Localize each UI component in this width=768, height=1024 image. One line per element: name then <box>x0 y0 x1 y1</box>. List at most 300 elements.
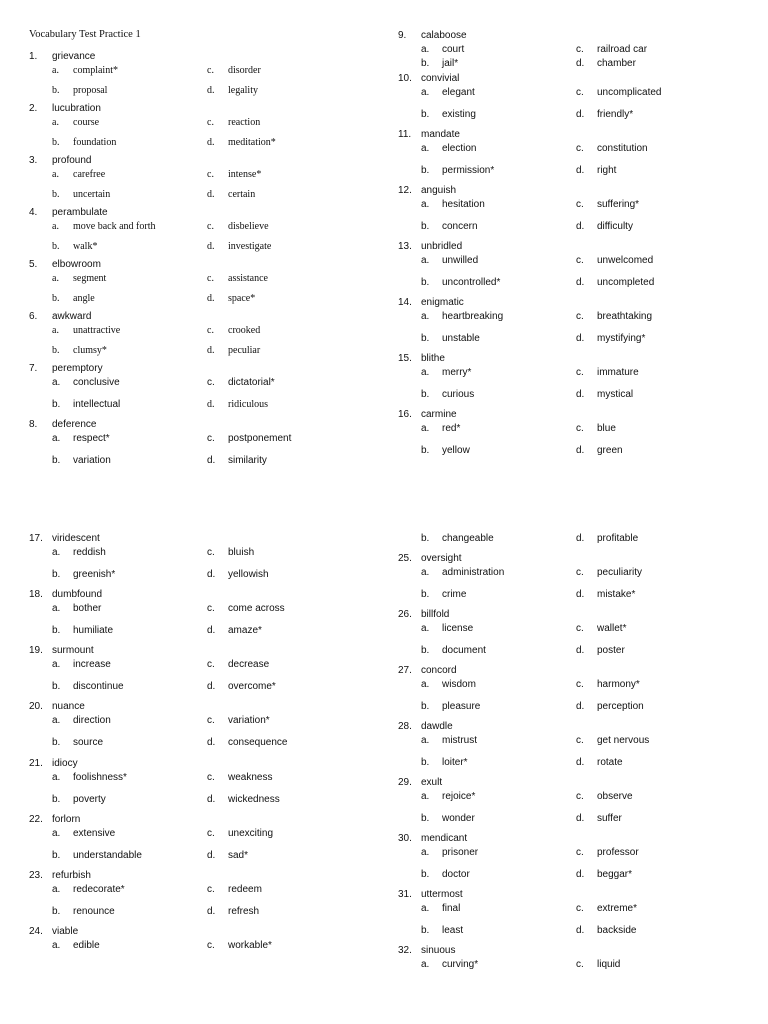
option-text: bother <box>73 603 102 614</box>
question-word: viridescent <box>52 533 100 544</box>
option-text: extensive <box>73 828 116 839</box>
option-text: foolishness* <box>73 772 127 783</box>
option-letter: a. <box>421 199 430 210</box>
question-number: 4. <box>29 207 38 218</box>
option-letter: a. <box>52 603 61 614</box>
option-letter: d. <box>576 277 585 288</box>
option-letter: b. <box>52 850 61 861</box>
option-letter: a. <box>421 87 430 98</box>
option-text: redeem <box>228 884 262 895</box>
option-letter: a. <box>52 659 61 670</box>
option-text: wallet* <box>597 623 627 634</box>
question-number: 1. <box>29 51 38 62</box>
question-number: 21. <box>29 758 43 769</box>
option-letter: c. <box>207 603 215 614</box>
question-word: deference <box>52 419 97 430</box>
option-text: pleasure <box>442 701 481 712</box>
option-text: bluish <box>228 547 255 558</box>
option-letter: b. <box>421 701 430 712</box>
option-text: final <box>442 903 461 914</box>
question-number: 12. <box>398 185 412 196</box>
option-letter: d. <box>207 906 216 917</box>
option-text: space* <box>228 293 256 304</box>
option-text: wisdom <box>442 679 476 690</box>
option-text: administration <box>442 567 505 578</box>
option-letter: b. <box>52 681 61 692</box>
option-letter: a. <box>421 847 430 858</box>
question-number: 13. <box>398 241 412 252</box>
question-word: dumbfound <box>52 589 103 600</box>
option-text: refresh <box>228 906 260 917</box>
option-text: unwilled <box>442 255 479 266</box>
option-letter: c. <box>576 44 584 55</box>
option-text: curving* <box>442 959 479 970</box>
question-number: 20. <box>29 701 43 712</box>
option-text: uncompleted <box>597 277 655 288</box>
question-word: unbridled <box>421 241 463 252</box>
question-number: 6. <box>29 311 38 322</box>
option-text: workable* <box>228 940 272 951</box>
option-text: direction <box>73 715 111 726</box>
option-letter: b. <box>421 333 430 344</box>
option-letter: b. <box>52 399 61 410</box>
option-letter: c. <box>576 623 584 634</box>
option-text: green <box>597 445 623 456</box>
option-letter: b. <box>421 645 430 656</box>
option-letter: d. <box>207 625 216 636</box>
option-letter: d. <box>576 533 585 544</box>
question-word: profound <box>52 155 92 166</box>
option-text: friendly* <box>597 109 634 120</box>
option-text: complaint* <box>73 65 118 76</box>
option-text: concern <box>442 221 478 232</box>
option-text: election <box>442 143 477 154</box>
option-letter: c. <box>576 367 584 378</box>
question-number: 31. <box>398 889 412 900</box>
option-letter: c. <box>576 423 584 434</box>
option-text: hesitation <box>442 199 485 210</box>
option-text: chamber <box>597 58 636 69</box>
option-letter: a. <box>421 423 430 434</box>
option-text: yellow <box>442 445 470 456</box>
option-text: certain <box>228 189 256 200</box>
option-text: wonder <box>442 813 475 824</box>
option-text: unwelcomed <box>597 255 654 266</box>
question-number: 17. <box>29 533 43 544</box>
option-text: move back and forth <box>73 221 156 232</box>
question-number: 11. <box>398 129 412 140</box>
option-text: intense* <box>228 169 262 180</box>
question-word: carmine <box>421 409 457 420</box>
question-word: peremptory <box>52 363 103 374</box>
option-text: assistance <box>228 273 268 284</box>
option-text: perception <box>597 701 644 712</box>
option-letter: b. <box>421 757 430 768</box>
question-number: 19. <box>29 645 43 656</box>
option-text: uncontrolled* <box>442 277 501 288</box>
option-text: ridiculous <box>228 399 268 410</box>
option-letter: d. <box>207 85 215 96</box>
question-word: uttermost <box>421 889 463 900</box>
option-letter: d. <box>207 189 215 200</box>
option-text: suffer <box>597 813 622 824</box>
option-text: right <box>597 165 617 176</box>
question-word: viable <box>52 926 79 937</box>
option-letter: b. <box>52 241 60 252</box>
option-text: sad* <box>228 850 249 861</box>
option-text: peculiar <box>228 345 261 356</box>
question-word: perambulate <box>52 207 108 218</box>
question-number: 22. <box>29 814 43 825</box>
option-letter: b. <box>52 455 61 466</box>
option-text: extreme* <box>597 903 638 914</box>
option-text: profitable <box>597 533 639 544</box>
option-letter: a. <box>421 143 430 154</box>
question-number: 26. <box>398 609 412 620</box>
option-text: edible <box>73 940 100 951</box>
option-letter: b. <box>421 165 430 176</box>
option-letter: a. <box>421 367 430 378</box>
option-letter: c. <box>207 325 214 336</box>
option-letter: d. <box>576 445 585 456</box>
option-letter: c. <box>207 221 214 232</box>
question-word: lucubration <box>52 103 101 114</box>
option-text: unstable <box>442 333 480 344</box>
option-text: proposal <box>73 85 108 96</box>
option-letter: d. <box>207 137 215 148</box>
option-letter: b. <box>421 533 430 544</box>
question-number: 30. <box>398 833 412 844</box>
option-letter: c. <box>576 791 584 802</box>
option-letter: c. <box>207 117 214 128</box>
option-text: suffering* <box>597 199 640 210</box>
option-text: breathtaking <box>597 311 653 322</box>
option-letter: d. <box>576 701 585 712</box>
option-text: elegant <box>442 87 475 98</box>
option-letter: b. <box>52 85 60 96</box>
option-text: postponement <box>228 433 292 444</box>
option-letter: b. <box>52 794 61 805</box>
question-number: 28. <box>398 721 412 732</box>
option-letter: a. <box>52 772 61 783</box>
option-letter: a. <box>421 903 430 914</box>
option-text: decrease <box>228 659 270 670</box>
question-word: dawdle <box>421 721 453 732</box>
option-letter: d. <box>576 869 585 880</box>
option-letter: d. <box>207 455 216 466</box>
option-letter: c. <box>207 547 215 558</box>
option-text: increase <box>73 659 111 670</box>
option-text: loiter* <box>442 757 468 768</box>
option-text: segment <box>73 273 107 284</box>
option-text: disorder <box>228 65 261 76</box>
option-letter: b. <box>421 813 430 824</box>
option-letter: d. <box>207 399 215 410</box>
question-word: oversight <box>421 553 462 564</box>
question-word: nuance <box>52 701 85 712</box>
option-text: yellowish <box>228 569 269 580</box>
option-text: meditation* <box>228 137 276 148</box>
option-letter: c. <box>576 87 584 98</box>
option-letter: c. <box>576 903 584 914</box>
question-number: 9. <box>398 30 407 41</box>
option-text: uncomplicated <box>597 87 662 98</box>
option-letter: b. <box>421 221 430 232</box>
option-letter: d. <box>207 737 216 748</box>
option-text: disbelieve <box>228 221 269 232</box>
question-number: 14. <box>398 297 412 308</box>
option-letter: d. <box>576 589 585 600</box>
option-letter: d. <box>576 165 585 176</box>
option-letter: c. <box>207 433 215 444</box>
question-word: calaboose <box>421 30 467 41</box>
option-text: dictatorial* <box>228 377 275 388</box>
option-text: amaze* <box>228 625 262 636</box>
option-letter: c. <box>576 847 584 858</box>
option-text: observe <box>597 791 633 802</box>
option-text: similarity <box>228 455 267 466</box>
option-text: difficulty <box>597 221 633 232</box>
option-text: license <box>442 623 474 634</box>
option-letter: d. <box>207 569 216 580</box>
question-number: 5. <box>29 259 38 270</box>
option-letter: c. <box>576 199 584 210</box>
option-text: greenish* <box>73 569 116 580</box>
option-text: prisoner <box>442 847 479 858</box>
option-text: mystifying* <box>597 333 646 344</box>
option-letter: a. <box>52 65 59 76</box>
option-letter: a. <box>421 255 430 266</box>
option-text: crooked <box>228 325 261 336</box>
option-letter: a. <box>421 735 430 746</box>
option-text: mistrust <box>442 735 477 746</box>
question-word: mendicant <box>421 833 468 844</box>
question-word: concord <box>421 665 457 676</box>
option-text: professor <box>597 847 639 858</box>
option-letter: a. <box>421 623 430 634</box>
question-number: 23. <box>29 870 43 881</box>
option-text: reddish <box>73 547 106 558</box>
question-word: grievance <box>52 51 96 62</box>
option-text: unattractive <box>73 325 121 336</box>
option-letter: a. <box>52 273 59 284</box>
question-number: 25. <box>398 553 412 564</box>
option-text: rejoice* <box>442 791 476 802</box>
question-word: billfold <box>421 609 450 620</box>
question-word: elbowroom <box>52 259 101 270</box>
option-letter: c. <box>207 377 215 388</box>
option-letter: a. <box>52 715 61 726</box>
option-text: investigate <box>228 241 272 252</box>
option-letter: c. <box>576 959 584 970</box>
option-text: poverty <box>73 794 106 805</box>
option-letter: d. <box>207 345 215 356</box>
option-text: jail* <box>442 58 459 69</box>
option-text: backside <box>597 925 637 936</box>
question-number: 3. <box>29 155 38 166</box>
option-letter: d. <box>576 333 585 344</box>
option-letter: a. <box>52 433 61 444</box>
option-letter: b. <box>421 109 430 120</box>
option-text: consequence <box>228 737 288 748</box>
option-letter: b. <box>52 293 60 304</box>
option-text: reaction <box>228 117 261 128</box>
question-number: 15. <box>398 353 412 364</box>
question-number: 8. <box>29 419 38 430</box>
option-text: mistake* <box>597 589 636 600</box>
option-letter: a. <box>52 117 59 128</box>
option-text: carefree <box>73 169 106 180</box>
option-letter: c. <box>207 772 215 783</box>
option-letter: c. <box>576 143 584 154</box>
option-letter: c. <box>207 169 214 180</box>
option-letter: d. <box>576 389 585 400</box>
option-text: come across <box>228 603 285 614</box>
page-title: Vocabulary Test Practice 1 <box>29 29 141 40</box>
option-text: heartbreaking <box>442 311 504 322</box>
option-text: conclusive <box>73 377 120 388</box>
option-text: uncertain <box>73 189 111 200</box>
question-word: refurbish <box>52 870 91 881</box>
option-text: least <box>442 925 464 936</box>
option-text: poster <box>597 645 625 656</box>
option-text: unexciting <box>228 828 274 839</box>
option-text: weakness <box>228 772 273 783</box>
option-text: mystical <box>597 389 634 400</box>
question-word: convivial <box>421 73 460 84</box>
option-text: permission* <box>442 165 495 176</box>
option-text: walk* <box>73 241 98 252</box>
option-text: variation* <box>228 715 270 726</box>
option-letter: d. <box>207 241 215 252</box>
option-text: harmony* <box>597 679 640 690</box>
option-text: existing <box>442 109 476 120</box>
option-text: court <box>442 44 465 55</box>
question-word: mandate <box>421 129 460 140</box>
option-text: discontinue <box>73 681 124 692</box>
option-text: peculiarity <box>597 567 643 578</box>
option-letter: d. <box>576 757 585 768</box>
question-number: 29. <box>398 777 412 788</box>
option-letter: a. <box>52 828 61 839</box>
option-text: course <box>73 117 100 128</box>
option-letter: a. <box>421 311 430 322</box>
option-text: merry* <box>442 367 472 378</box>
option-letter: c. <box>207 940 215 951</box>
option-letter: a. <box>421 44 430 55</box>
option-letter: d. <box>576 813 585 824</box>
question-word: anguish <box>421 185 457 196</box>
option-letter: a. <box>52 940 61 951</box>
option-letter: c. <box>207 828 215 839</box>
question-number: 2. <box>29 103 38 114</box>
option-letter: a. <box>52 325 59 336</box>
option-letter: d. <box>576 221 585 232</box>
option-text: curious <box>442 389 475 400</box>
option-letter: b. <box>421 389 430 400</box>
option-letter: d. <box>576 645 585 656</box>
option-letter: a. <box>421 567 430 578</box>
option-text: variation <box>73 455 111 466</box>
option-text: changeable <box>442 533 494 544</box>
option-text: humiliate <box>73 625 114 636</box>
option-text: red* <box>442 423 461 434</box>
option-letter: d. <box>207 850 216 861</box>
option-text: intellectual <box>73 399 121 410</box>
question-number: 27. <box>398 665 412 676</box>
option-letter: b. <box>421 277 430 288</box>
option-letter: b. <box>421 445 430 456</box>
option-text: immature <box>597 367 639 378</box>
option-text: blue <box>597 423 616 434</box>
option-text: beggar* <box>597 869 633 880</box>
option-letter: a. <box>421 679 430 690</box>
option-letter: a. <box>421 959 430 970</box>
option-letter: b. <box>421 869 430 880</box>
question-word: surmount <box>52 645 94 656</box>
option-letter: b. <box>52 737 61 748</box>
option-letter: d. <box>576 58 585 69</box>
option-text: railroad car <box>597 44 648 55</box>
option-letter: a. <box>421 791 430 802</box>
option-text: clumsy* <box>73 345 107 356</box>
option-text: liquid <box>597 959 621 970</box>
option-letter: d. <box>207 293 215 304</box>
question-word: sinuous <box>421 945 456 956</box>
option-text: foundation <box>73 137 117 148</box>
option-letter: b. <box>421 58 430 69</box>
option-letter: a. <box>52 221 59 232</box>
option-letter: d. <box>207 794 216 805</box>
question-number: 32. <box>398 945 412 956</box>
option-letter: c. <box>576 679 584 690</box>
option-letter: b. <box>52 345 60 356</box>
option-text: renounce <box>73 906 115 917</box>
question-number: 18. <box>29 589 43 600</box>
option-letter: a. <box>52 377 61 388</box>
option-letter: b. <box>52 625 61 636</box>
option-letter: a. <box>52 169 59 180</box>
option-letter: c. <box>207 65 214 76</box>
question-word: enigmatic <box>421 297 464 308</box>
option-text: wickedness <box>228 794 280 805</box>
option-letter: c. <box>207 659 215 670</box>
option-letter: b. <box>421 925 430 936</box>
option-text: get nervous <box>597 735 650 746</box>
option-text: respect* <box>73 433 110 444</box>
option-letter: c. <box>576 311 584 322</box>
option-letter: c. <box>207 884 215 895</box>
option-text: constitution <box>597 143 648 154</box>
question-word: awkward <box>52 311 92 322</box>
option-text: legality <box>228 85 258 96</box>
option-letter: b. <box>52 137 60 148</box>
option-letter: d. <box>576 925 585 936</box>
option-text: source <box>73 737 104 748</box>
option-text: overcome* <box>228 681 276 692</box>
option-letter: b. <box>52 906 61 917</box>
option-letter: b. <box>421 589 430 600</box>
option-letter: c. <box>207 273 214 284</box>
question-number: 24. <box>29 926 43 937</box>
question-word: idiocy <box>52 758 78 769</box>
option-text: document <box>442 645 486 656</box>
option-text: crime <box>442 589 467 600</box>
option-letter: a. <box>52 547 61 558</box>
option-letter: b. <box>52 569 61 580</box>
option-letter: d. <box>576 109 585 120</box>
option-text: angle <box>73 293 95 304</box>
